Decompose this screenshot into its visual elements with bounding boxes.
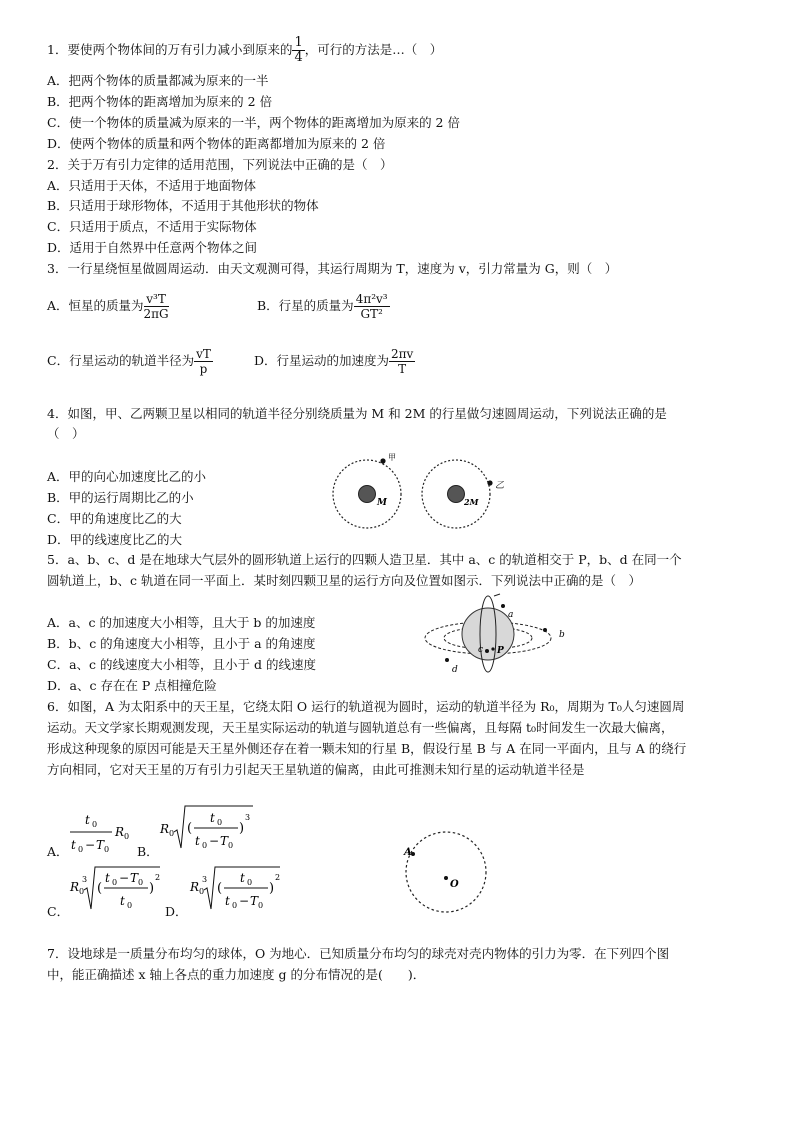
q5-label-b: b [559,630,565,640]
q4-right-satellite-label: 乙 [495,481,505,491]
q6-sun-dot [444,876,448,880]
q7-line1: 7．设地球是一质量分布均匀的球体，O 为地心．已知质量分布均匀的球壳对壳内物体的引力为零．在下列四个图 [47,946,670,961]
svg-text:0: 0 [104,845,110,854]
q4-right-planet-label: 2M [464,497,479,507]
q1-fraction: $\frac{1}{4}$ [294,35,303,65]
q3-b-fraction: $\frac{\text{4π²v³}}{\text{GT²}}$ [355,292,388,321]
svg-text:): ) [239,821,245,836]
q1-option-d: D．使两个物体的质量和两个物体的距离都增加为原来的 2 倍 [47,136,386,151]
svg-text:T: T [96,838,105,852]
svg-text:0: 0 [247,878,253,887]
svg-text:3: 3 [82,875,88,884]
svg-text:t: t [195,834,200,848]
svg-text:R: R [160,822,170,836]
svg-text:0: 0 [169,829,175,838]
q3-option-b: B．行星的质量为 $\frac{\text{4π²v³}}{\text{GT²}}$ [257,292,388,321]
svg-text:3: 3 [245,813,251,822]
svg-text:t: t [120,894,125,908]
svg-text:0: 0 [124,832,130,841]
q4-left-satellite-label: 甲 [388,453,396,462]
q5-option-c: C．a、c 的线速度大小相等，且小于 d 的线速度 [47,657,316,672]
q5-option-a: A．a、c 的加速度大小相等，且大于 b 的加速度 [47,615,316,630]
q6-figure [398,820,498,925]
q3-option-d: D．行星运动的加速度为 $\frac{2\pi v}{T}$ [254,347,414,376]
svg-text:−: − [239,894,250,908]
svg-text:t: t [85,813,90,827]
svg-text:R: R [190,880,200,894]
q2-option-b: B．只适用于球形物体，不适用于其他形状的物体 [47,198,319,213]
q3-d-fraction: $\frac{2\pi v}{T}$ [391,347,414,376]
q6-line2: 运动。天文学家长期观测发现，天王星实际运动的轨道与圆轨道总有一些偏离，且每隔 t₀时间发生一次最大偏离， [47,720,674,735]
svg-text:t: t [225,894,230,908]
q5-satellite-b [543,628,547,632]
q6-line3: 形成这种现象的原因可能是天王星外侧还存在着一颗未知的行星 B，假设行星 B 与 A 在同一平面内，且与 A 的绕行 [47,741,687,756]
svg-text:0: 0 [258,901,264,910]
q5-label-a: a [508,610,514,620]
svg-text:t: t [210,811,215,825]
q6-line4: 方向相同，它对天王星的万有引力引起天王星轨道的偏离，由此可推测未知行星的运动轨道半径是 [47,762,585,777]
q3-option-a: A．恒星的质量为 $\frac{\text{v³T}}{2\pi G}$ [47,292,169,321]
q5-satellite-a [501,604,505,608]
svg-text:0: 0 [228,841,234,850]
q4-stem-line1: 4．如图，甲、乙两颗卫星以相同的轨道半径分别绕质量为 M 和 2M 的行星做匀速圆周运动，下列说法正确的是 [47,406,667,421]
q6-option-a-label: A． [47,844,69,859]
svg-text:(: ( [97,881,103,896]
q4-left-satellite [380,458,385,463]
svg-text:T: T [130,871,139,885]
svg-text:t: t [240,871,245,885]
q4-option-c: C．甲的角速度比乙的大 [47,511,182,526]
q6-option-b-label: B． [137,844,159,859]
q5-label-p: P [497,646,504,656]
q6-option-c-label: C． [47,904,70,919]
q4-right-satellite [487,480,492,485]
svg-text:(: ( [217,881,223,896]
svg-text:t: t [71,838,76,852]
svg-text:2: 2 [275,873,281,882]
q3-c-fraction: $\frac{vT}{p}$ [196,347,211,376]
q6-option-a-formula [68,805,138,853]
q1-option-a: A．把两个物体的质量都减为原来的一半 [47,73,269,88]
q3-a-fraction: $\frac{\text{v³T}}{2\pi G}$ [143,292,169,321]
q2-option-d: D．适用于自然界中任意两个物体之间 [47,240,258,255]
q7-line2: 中，能正确描述 x 轴上各点的重力加速度 g 的分布情况的是( )． [47,967,426,982]
svg-text:T: T [220,834,229,848]
svg-text:0: 0 [138,878,144,887]
svg-text:): ) [149,881,155,896]
q2-option-c: C．只适用于质点，不适用于实际物体 [47,219,257,234]
q5-stem-line1: 5．a、b、c、d 是在地球大气层外的圆形轨道上运行的四颗人造卫星．其中 a、c 的轨道相交于 P，b、d 在同一个 [47,552,682,567]
q4-left-planet-label: M [377,498,387,508]
q3-stem: 3．一行星绕恒星做圆周运动．由天文观测可得，其运行周期为 T，速度为 v，引力常量为 G，则（ ） [47,261,618,276]
q2-stem: 2．关于万有引力定律的适用范围，下列说法中正确的是（ ） [47,157,393,172]
q5-satellite-c [485,649,489,653]
svg-text:0: 0 [112,878,118,887]
svg-text:2: 2 [155,873,161,882]
q5-satellite-d [445,658,449,662]
q4-option-a: A．甲的向心加速度比乙的小 [47,469,207,484]
svg-text:R: R [70,880,80,894]
q6-label-a: A [404,847,412,858]
q6-orbit [406,832,486,912]
q5-option-b: B．b、c 的角速度大小相等，且小于 a 的角速度 [47,636,316,651]
svg-text:t: t [105,871,110,885]
svg-text:−: − [209,834,220,848]
q6-option-d-formula [188,863,288,918]
q6-option-b-formula [158,800,258,855]
svg-text:0: 0 [217,818,223,827]
svg-text:0: 0 [199,887,205,896]
q6-option-c-formula [68,863,168,918]
q6-line1: 6．如图，A 为太阳系中的天王星，它绕太阳 O 运行的轨道视为圆时，运动的轨道半径为 R₀，周期为 T₀人匀速圆周 [47,699,685,714]
q1-option-b: B．把两个物体的距离增加为原来的 2 倍 [47,94,273,109]
q2-option-a: A．只适用于天体，不适用于地面物体 [47,178,257,193]
svg-text:0: 0 [92,820,98,829]
q5-label-c: c [478,645,484,655]
q5-figure [420,590,580,680]
svg-text:3: 3 [202,875,208,884]
q6-option-d-label: D． [165,904,188,919]
q4-figure [325,450,505,535]
q1-stem: 1．要使两个物体间的万有引力减小到原来的 $\frac{1}{4}$ ，可行的方法是…（ ） [47,35,443,65]
svg-text:(: ( [187,821,193,836]
svg-text:R: R [115,825,125,839]
q5-arrow-a [494,594,500,596]
svg-text:): ) [269,881,275,896]
q4-stem-line2: （ ） [47,426,85,441]
q4-option-b: B．甲的运行周期比乙的小 [47,490,194,505]
q1-option-c: C．使一个物体的质量减为原来的一半，两个物体的距离增加为原来的 2 倍 [47,115,460,130]
q5-label-d: d [452,665,458,675]
q5-point-p [491,647,494,650]
q4-option-d: D．甲的线速度比乙的大 [47,532,183,547]
svg-text:−: − [85,838,96,852]
svg-text:−: − [119,871,130,885]
q6-label-o: O [450,879,459,890]
svg-text:0: 0 [202,841,208,850]
svg-text:0: 0 [79,887,85,896]
q4-right-planet [448,486,465,503]
q5-stem-line2: 圆轨道上，b、c 轨道在同一平面上．某时刻四颗卫星的运行方向及位置如图示．下列说法中正确的是（ ） [47,573,641,588]
svg-text:0: 0 [78,845,84,854]
q4-left-planet [359,486,376,503]
svg-text:0: 0 [232,901,238,910]
q3-option-c: C．行星运动的轨道半径为 $\frac{vT}{p}$ [47,347,211,376]
q5-option-d: D．a、c 存在在 P 点相撞危险 [47,678,217,693]
svg-text:T: T [250,894,259,908]
svg-text:0: 0 [127,901,133,910]
